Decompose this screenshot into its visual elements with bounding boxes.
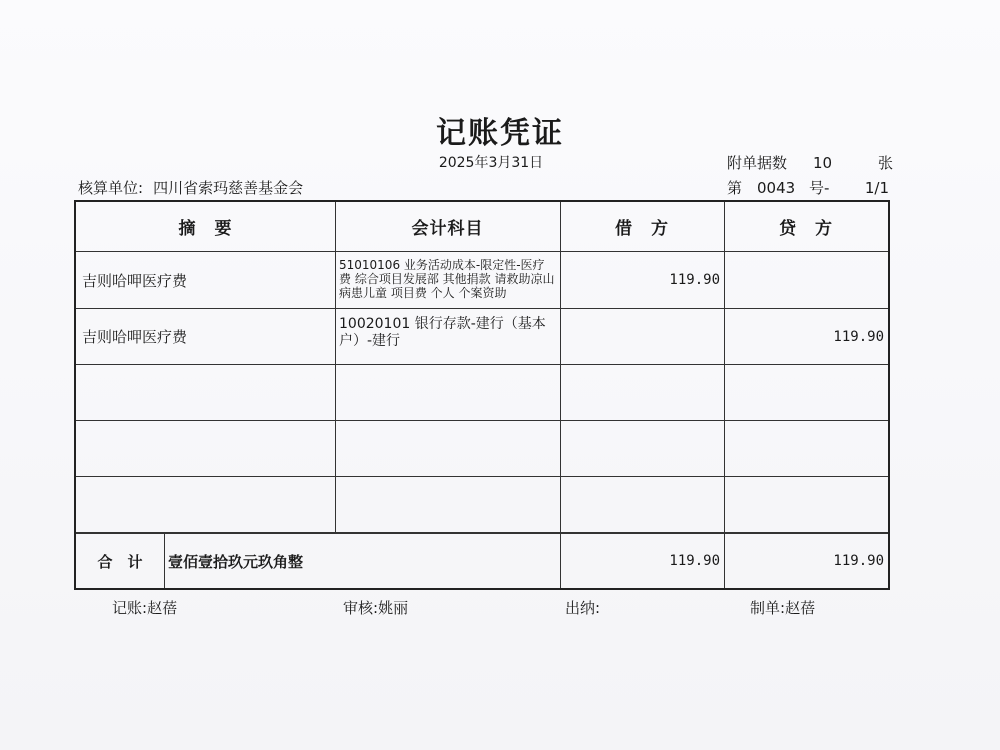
preparer-name: 赵蓓 — [785, 599, 816, 617]
row-1-summary: 吉则哈呷医疗费 — [82, 271, 188, 290]
row-divider — [76, 476, 888, 477]
total-credit: 119.90 — [833, 553, 884, 569]
row-2-credit: 119.90 — [833, 328, 884, 345]
row-1-debit: 119.90 — [669, 272, 720, 288]
row-divider — [76, 364, 888, 365]
row-2-debit — [560, 309, 724, 364]
cashier-signature — [565, 597, 600, 618]
page-indicator: 1/1 — [864, 179, 889, 197]
unit-label: 核算单位: — [78, 179, 144, 197]
voucher-number: 0043 — [757, 179, 796, 197]
col-header-debit: 借 方 — [615, 219, 669, 239]
reviewer-label: 审核: — [343, 599, 379, 617]
bookkeeper-name: 赵蓓 — [147, 599, 178, 617]
voucher-date: 2025年3月31日 — [438, 155, 544, 171]
row-1-account: 51010106 业务活动成本-限定性-医疗费 综合项目发展部 其他捐款 请救助凉山病患儿童 项目费 个人 个案资助 — [339, 258, 555, 300]
voucher-table — [74, 200, 890, 590]
cashier-label: 出纳: — [565, 599, 601, 617]
accounting-unit — [78, 177, 303, 198]
voucher-suffix: 号- — [809, 179, 830, 197]
voucher-prefix: 第 — [727, 179, 743, 197]
attachments-info — [727, 152, 893, 173]
preparer-signature — [750, 597, 815, 618]
row-divider — [76, 420, 888, 421]
attachments-count: 10 — [813, 154, 833, 172]
bookkeeper-signature — [112, 597, 177, 618]
col-header-summary: 摘 要 — [178, 219, 233, 239]
total-debit: 119.90 — [669, 553, 720, 569]
total-label: 合 计 — [97, 552, 143, 571]
col-header-account: 会计科目 — [411, 219, 484, 239]
row-2-account: 10020101 银行存款-建行（基本户）-建行 — [339, 316, 546, 349]
bookkeeper-label: 记账: — [112, 599, 148, 617]
voucher-title: 记账凭证 — [436, 116, 564, 151]
preparer-label: 制单: — [750, 599, 786, 617]
row-1-credit — [724, 252, 888, 308]
reviewer-name: 姚丽 — [378, 599, 409, 617]
row-2-summary: 吉则哈呷医疗费 — [82, 328, 188, 346]
col-header-credit: 贷 方 — [779, 219, 833, 239]
total-amount-words: 壹佰壹拾玖元玖角整 — [168, 552, 304, 571]
voucher-number-info — [727, 177, 889, 198]
unit-name: 四川省索玛慈善基金会 — [153, 179, 304, 197]
attachments-unit: 张 — [877, 154, 893, 172]
attachments-label: 附单据数 — [727, 154, 788, 172]
reviewer-signature — [343, 597, 408, 618]
